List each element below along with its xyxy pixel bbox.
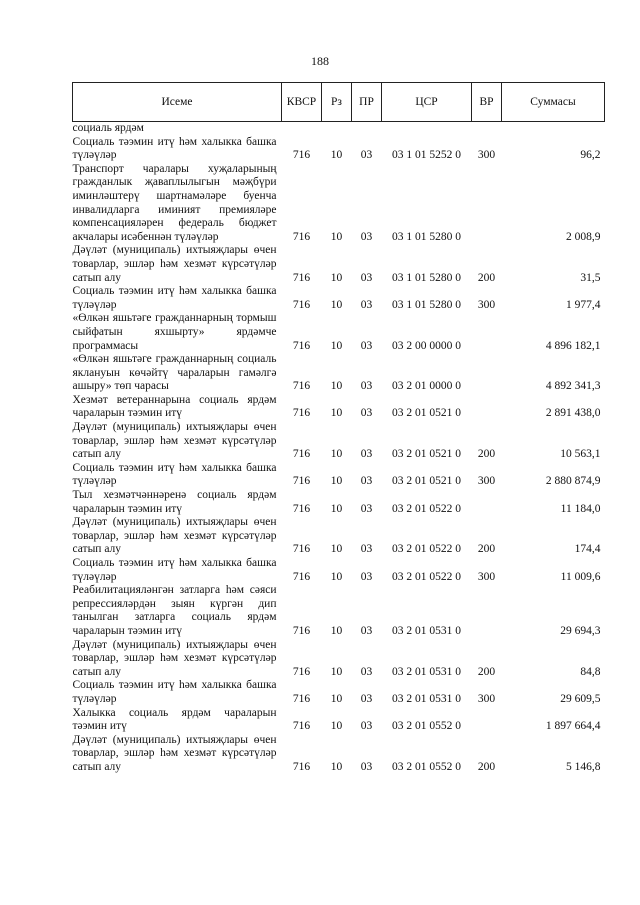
cell-name: социаль ярдәм	[72, 122, 144, 134]
cell-rz: 10	[330, 543, 343, 556]
cell-kvsr: 716	[292, 665, 311, 678]
cell-csr: 03 2 01 0531 0	[392, 624, 461, 637]
cell-vr: 200	[477, 665, 496, 678]
cell-pr: 03	[360, 339, 373, 352]
cell-rz: 10	[330, 339, 343, 352]
header-vr: ВР	[472, 83, 502, 122]
cell-sum: 4 896 182,1	[545, 339, 601, 352]
cell-csr: 03 2 01 0552 0	[392, 720, 461, 733]
cell-sum: 1 977,4	[566, 298, 601, 311]
cell-sum: 2 891 438,0	[545, 407, 601, 420]
cell-kvsr: 716	[292, 475, 311, 488]
cell-vr	[472, 489, 502, 516]
cell-sum: 11 184,0	[560, 502, 601, 515]
cell-pr: 03	[360, 502, 373, 515]
cell-sum: 11 009,6	[560, 570, 601, 583]
cell-rz: 10	[330, 230, 343, 243]
cell-kvsr: 716	[292, 448, 311, 461]
cell-vr: 300	[477, 149, 496, 162]
cell-name: Дәүләт (муниципаль) ихтыяҗлары өчен товарлар, эшләр һәм хезмәт күрсәтүләр сатып алу	[72, 516, 277, 556]
cell-rz: 10	[330, 475, 343, 488]
cell-kvsr: 716	[292, 298, 311, 311]
cell-pr: 03	[360, 720, 373, 733]
cell-name: Социаль тәэмин итү һәм халыкка башка түләүләр	[72, 679, 277, 705]
table-row	[73, 707, 605, 734]
cell-name: Социаль тәэмин итү һәм халыкка башка түләүләр	[72, 557, 277, 583]
cell-name: Социаль тәэмин итү һәм халыкка башка түләүләр	[72, 135, 277, 162]
header-kvsr: КВСР	[282, 83, 322, 122]
header-pr: ПР	[352, 83, 382, 122]
cell-vr	[472, 353, 502, 394]
cell-name: Реабилитацияләнгән затларга һәм сәяси репрессияләрдән зыян күргән дип танылган затларга социаль ярдәм чараларын тәэмин итү	[72, 584, 277, 637]
cell-rz: 10	[330, 407, 343, 420]
cell-rz: 10	[330, 502, 343, 515]
cell-rz: 10	[330, 624, 343, 637]
cell-rz: 10	[330, 665, 343, 678]
cell-pr: 03	[360, 230, 373, 243]
cell-name: Тыл хезмәтчәннәренә социаль ярдәм чараларын тәэмин итү	[72, 489, 277, 515]
cell-rz: 10	[330, 298, 343, 311]
cell-name: Транспорт чаралары хуҗаларының гражданлык җаваплылыгын мәҗбүри иминләштерү шартнамәләре буенча инвалидларга иминият премияләре компенсацияләрен федераль бюджет акчалары исәбеннән түләүләр	[72, 162, 277, 243]
cell-rz: 10	[330, 570, 343, 583]
cell-pr: 03	[360, 448, 373, 461]
cell-kvsr: 716	[292, 271, 311, 284]
cell-name: Хезмәт ветераннарына социаль ярдәм чараларын тәэмин итү	[72, 393, 277, 420]
cell-sum: 96,2	[580, 149, 601, 162]
cell-kvsr: 716	[292, 502, 311, 515]
cell-pr: 03	[360, 380, 373, 393]
cell-pr: 03	[360, 298, 373, 311]
table-row	[73, 285, 605, 312]
cell-csr: 03 1 01 5280 0	[392, 271, 461, 284]
table-row	[73, 136, 605, 163]
table-row	[73, 516, 605, 557]
cell-sum: 84,8	[580, 665, 601, 678]
cell-kvsr: 716	[292, 720, 311, 733]
cell-csr: 03 2 01 0522 0	[392, 570, 461, 583]
cell-csr: 03 1 01 5280 0	[392, 230, 461, 243]
cell-csr: 03 2 01 0522 0	[392, 543, 461, 556]
cell-sum: 2 880 874,9	[545, 475, 601, 488]
table-row	[73, 584, 605, 638]
cell-pr: 03	[360, 760, 373, 773]
table-row	[73, 489, 605, 516]
cell-csr: 03 2 01 0000 0	[392, 380, 461, 393]
table-row	[73, 312, 605, 353]
cell-kvsr: 716	[292, 570, 311, 583]
cell-name: Социаль тәэмин итү һәм халыкка башка түләүләр	[72, 461, 277, 488]
cell-vr: 200	[477, 760, 496, 773]
table-row	[73, 734, 605, 775]
cell-csr: 03 2 01 0552 0	[392, 760, 461, 773]
cell-vr	[472, 163, 502, 245]
cell-sum: 29 694,3	[560, 624, 601, 637]
cell-kvsr: 716	[292, 407, 311, 420]
header-sum: Суммасы	[502, 83, 605, 122]
cell-vr: 300	[477, 298, 496, 311]
cell-vr	[472, 312, 502, 353]
cell-sum: 174,4	[574, 543, 601, 556]
cell-name: «Өлкән яшьтәге гражданнарның тормыш сыйфатын яхшырту» ярдәмче программасы	[72, 312, 277, 352]
cell-kvsr	[282, 122, 322, 136]
cell-name: Дәүләт (муниципаль) ихтыяҗлары өчен товарлар, эшләр һәм хезмәт күрсәтүләр сатып алу	[72, 638, 277, 678]
cell-csr: 03 2 00 0000 0	[392, 339, 461, 352]
table-header	[73, 83, 605, 122]
cell-kvsr: 716	[292, 149, 311, 162]
header-name: Исеме	[73, 83, 282, 122]
table-row	[73, 244, 605, 285]
cell-name: Дәүләт (муниципаль) ихтыяҗлары өчен товарлар, эшләр һәм хезмәт күрсәтүләр сатып алу	[72, 244, 277, 284]
table-row	[73, 122, 605, 136]
cell-vr	[472, 707, 502, 734]
table-row	[73, 353, 605, 394]
cell-vr	[472, 584, 502, 638]
table-row	[73, 679, 605, 706]
cell-sum: 29 609,5	[560, 692, 601, 705]
cell-csr: 03 2 01 0522 0	[392, 502, 461, 515]
cell-pr: 03	[360, 475, 373, 488]
cell-rz: 10	[330, 448, 343, 461]
cell-csr: 03 1 01 5280 0	[392, 298, 461, 311]
table-row	[73, 557, 605, 584]
cell-csr: 03 2 01 0531 0	[392, 692, 461, 705]
table-row	[73, 462, 605, 489]
table-row	[73, 639, 605, 680]
header-csr: ЦСР	[382, 83, 472, 122]
cell-csr	[382, 122, 472, 136]
cell-kvsr: 716	[292, 692, 311, 705]
table-row	[73, 394, 605, 421]
budget-table	[72, 82, 605, 775]
cell-csr: 03 2 01 0521 0	[392, 448, 461, 461]
cell-pr: 03	[360, 570, 373, 583]
page-number: 188	[311, 54, 329, 68]
cell-vr: 300	[477, 570, 496, 583]
cell-csr: 03 2 01 0531 0	[392, 665, 461, 678]
cell-sum: 10 563,1	[560, 448, 601, 461]
cell-kvsr: 716	[292, 380, 311, 393]
cell-rz: 10	[330, 271, 343, 284]
cell-csr: 03 2 01 0521 0	[392, 407, 461, 420]
cell-kvsr: 716	[292, 760, 311, 773]
cell-rz: 10	[330, 760, 343, 773]
cell-vr: 300	[477, 692, 496, 705]
cell-vr: 200	[477, 543, 496, 556]
cell-rz	[322, 122, 352, 136]
cell-pr: 03	[360, 692, 373, 705]
cell-sum: 5 146,8	[566, 760, 601, 773]
table-body	[73, 122, 605, 775]
cell-kvsr: 716	[292, 339, 311, 352]
cell-kvsr: 716	[292, 230, 311, 243]
cell-vr	[472, 122, 502, 136]
header-rz: Рз	[322, 83, 352, 122]
cell-vr	[472, 394, 502, 421]
table-row	[73, 421, 605, 462]
cell-pr: 03	[360, 624, 373, 637]
cell-pr: 03	[360, 149, 373, 162]
cell-vr: 300	[477, 475, 496, 488]
cell-csr: 03 1 01 5252 0	[392, 149, 461, 162]
cell-sum: 2 008,9	[566, 230, 601, 243]
cell-pr: 03	[360, 271, 373, 284]
cell-rz: 10	[330, 149, 343, 162]
cell-pr: 03	[360, 543, 373, 556]
cell-csr: 03 2 01 0521 0	[392, 475, 461, 488]
cell-sum: 1 897 664,4	[545, 720, 601, 733]
cell-sum	[502, 122, 605, 136]
cell-vr: 200	[477, 448, 496, 461]
cell-kvsr: 716	[292, 543, 311, 556]
cell-name: «Өлкән яшьтәге гражданнарның социаль яклануын көчәйтү чараларын гамәлгә ашыру» төп чарасы	[72, 353, 277, 393]
cell-name: Социаль тәэмин итү һәм халыкка башка түләүләр	[72, 285, 277, 311]
cell-name: Дәүләт (муниципаль) ихтыяҗлары өчен товарлар, эшләр һәм хезмәт күрсәтүләр сатып алу	[72, 733, 277, 773]
cell-rz: 10	[330, 380, 343, 393]
cell-pr	[352, 122, 382, 136]
cell-vr: 200	[477, 271, 496, 284]
cell-kvsr: 716	[292, 624, 311, 637]
cell-name: Дәүләт (муниципаль) ихтыяҗлары өчен товарлар, эшләр һәм хезмәт күрсәтүләр сатып алу	[72, 421, 277, 461]
cell-name: Халыкка социаль ярдәм чараларын тәэмин итү	[72, 706, 277, 733]
cell-pr: 03	[360, 407, 373, 420]
cell-sum: 4 892 341,3	[545, 380, 601, 393]
table-row	[73, 163, 605, 245]
cell-sum: 31,5	[580, 271, 601, 284]
cell-pr: 03	[360, 665, 373, 678]
cell-rz: 10	[330, 692, 343, 705]
cell-rz: 10	[330, 720, 343, 733]
